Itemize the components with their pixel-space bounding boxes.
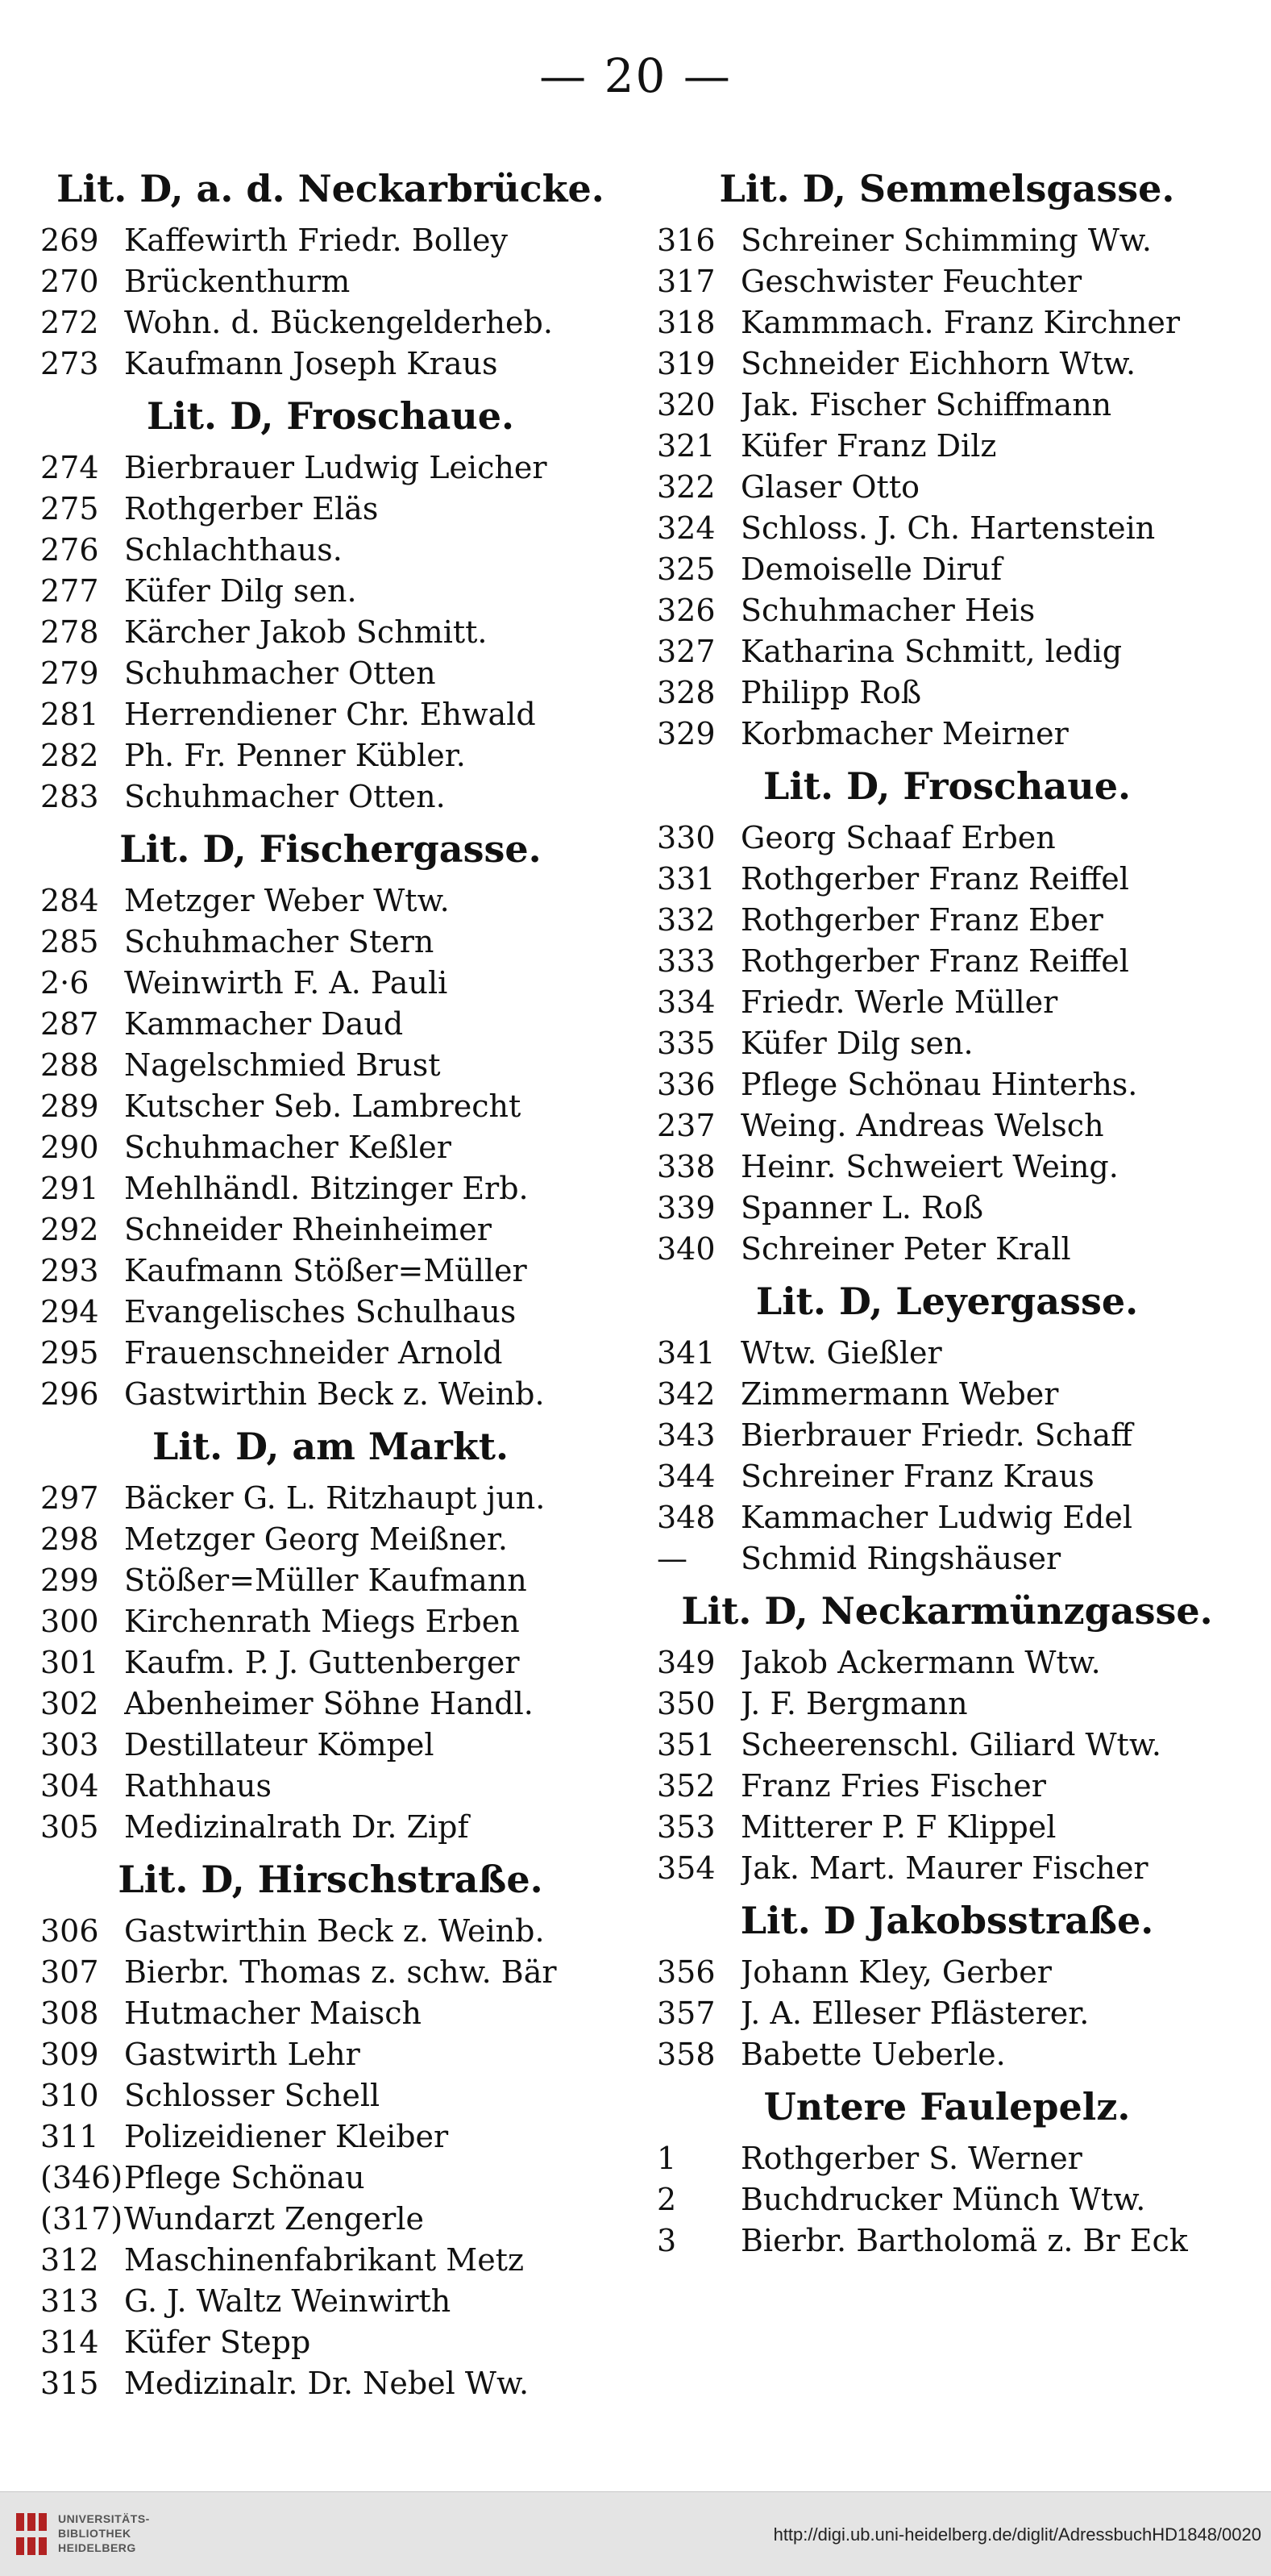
address-entry [40,1911,621,1952]
house-number: 2·6 [40,965,89,1001]
address-entry [40,963,621,1004]
section-heading: Lit. D, am Markt. [152,1425,509,1468]
address-entry [40,2158,621,2199]
house-number: 270 [40,264,99,299]
right-column [657,157,1237,2262]
house-number: 317 [657,264,716,299]
house-number: 283 [40,779,99,814]
resident-name: Pflege Schönau [124,2160,365,2195]
house-number: 279 [40,655,99,691]
address-entry [40,2281,621,2322]
address-entry [657,714,1237,755]
address-entry [657,1725,1237,1766]
address-entry [40,1333,621,1374]
address-entry [40,261,621,302]
resident-name: Maschinenfabrikant Metz [124,2242,524,2278]
house-number: 237 [657,1108,716,1143]
address-entry [657,220,1237,261]
address-entry [657,2138,1237,2179]
house-number: 314 [40,2324,99,2360]
address-entry [40,1952,621,1993]
house-number: 297 [40,1480,99,1516]
house-number: 300 [40,1604,99,1639]
address-entry [40,530,621,571]
resident-name: Rothgerber Eläs [124,491,379,526]
house-number: 298 [40,1521,99,1557]
resident-name: Destillateur Kömpel [124,1727,434,1762]
house-number: 301 [40,1645,99,1680]
resident-name: Kaufmann Stößer=Müller [124,1253,527,1288]
address-entry [40,1560,621,1601]
house-number: 3 [657,2223,677,2258]
house-number: 344 [657,1459,716,1494]
address-entry [657,1147,1237,1188]
address-entry [657,631,1237,672]
resident-name: Kaufmann Joseph Kraus [124,346,498,381]
footer-bar [0,2491,1271,2576]
house-number: 327 [657,634,716,669]
resident-name: Wundarzt Zengerle [124,2201,424,2237]
resident-name: Metzger Weber Wtw. [124,883,450,918]
house-number: 330 [657,820,716,855]
resident-name: Wohn. d. Bückengelderheb. [124,305,553,340]
house-number: 275 [40,491,99,526]
library-name [58,2511,150,2555]
address-entry [657,1538,1237,1579]
resident-name: Schuhmacher Stern [124,924,434,959]
address-entry [40,1251,621,1292]
section-heading: Lit. D, Hirschstraße. [118,1858,543,1901]
house-number: 305 [40,1809,99,1845]
resident-name: Herrendiener Chr. Ehwald [124,697,536,732]
resident-name: Schreiner Schimming Ww. [741,223,1152,258]
address-entry [40,489,621,530]
house-number: 321 [657,428,716,464]
house-number: 281 [40,697,99,732]
address-entry [657,1497,1237,1538]
address-entry [657,1188,1237,1229]
house-number: 331 [657,861,716,897]
house-number: 293 [40,1253,99,1288]
house-number: 318 [657,305,716,340]
house-number: 290 [40,1130,99,1165]
section-heading: Lit. D, a. d. Neckarbrücke. [56,167,604,210]
house-number: 304 [40,1768,99,1804]
resident-name: Schuhmacher Otten [124,655,436,691]
resident-name: Frauenschneider Arnold [124,1335,503,1371]
address-entry [657,1642,1237,1683]
resident-name: Kaffewirth Friedr. Bolley [124,223,508,258]
library-name-line: BIBLIOTHEK [58,2527,131,2540]
house-number: 320 [657,387,716,422]
section-heading: Lit. D Jakobsstraße. [740,1899,1154,1942]
house-number: 2 [657,2182,677,2217]
resident-name: Demoiselle Diruf [741,551,1003,587]
resident-name: Bierbrauer Friedr. Schaff [741,1417,1133,1453]
resident-name: Medizinalr. Dr. Nebel Ww. [124,2366,530,2401]
address-entry [40,653,621,694]
resident-name: Kirchenrath Miegs Erben [124,1604,520,1639]
house-number: 341 [657,1335,716,1371]
house-number: 277 [40,573,99,609]
address-entry [657,508,1237,549]
house-number: 348 [657,1500,716,1535]
house-number: 292 [40,1212,99,1247]
resident-name: Schuhmacher Otten. [124,779,446,814]
house-number: 282 [40,738,99,773]
house-number: 296 [40,1376,99,1412]
house-number: 342 [657,1376,716,1412]
house-number: 288 [40,1047,99,1083]
address-entry [40,1127,621,1168]
section-heading: Lit. D, Froschaue. [146,394,515,438]
address-entry [657,1683,1237,1725]
address-entry [40,2363,621,2404]
resident-name: Kammmach. Franz Kirchner [741,305,1181,340]
house-number: 308 [40,1995,99,2031]
resident-name: Friedr. Werle Müller [741,984,1058,1020]
section-heading: Lit. D, Froschaue. [762,764,1132,808]
house-number: 353 [657,1809,716,1845]
resident-name: Bierbr. Bartholomä z. Br Eck [741,2223,1188,2258]
address-entry [40,2116,621,2158]
address-entry [40,1766,621,1807]
resident-name: Kammacher Ludwig Edel [741,1500,1133,1535]
resident-name: J. F. Bergmann [741,1686,968,1721]
resident-name: Jakob Ackermann Wtw. [741,1645,1101,1680]
house-number: 340 [657,1231,716,1267]
address-entry [657,1064,1237,1105]
house-number: 339 [657,1190,716,1226]
section-heading: Lit. D, Leyergasse. [755,1280,1139,1323]
resident-name: Abenheimer Söhne Handl. [124,1686,534,1721]
resident-name: Zimmermann Weber [741,1376,1059,1412]
resident-name: Gastwirthin Beck z. Weinb. [124,1376,545,1412]
address-entry [40,1004,621,1045]
address-entry [657,261,1237,302]
resident-name: Georg Schaaf Erben [741,820,1056,855]
house-number: 329 [657,716,716,751]
house-number: 312 [40,2242,99,2278]
resident-name: Bierbr. Thomas z. schw. Bär [124,1954,557,1990]
address-entry [657,1105,1237,1147]
address-entry [657,1456,1237,1497]
resident-name: Bäcker G. L. Ritzhaupt jun. [124,1480,546,1516]
house-number: 306 [40,1913,99,1949]
address-entry [40,1725,621,1766]
address-entry [40,220,621,261]
resident-name: Jak. Fischer Schiffmann [741,387,1112,422]
house-number: 324 [657,510,716,546]
house-number: 358 [657,2037,716,2072]
resident-name: Mitterer P. F Klippel [741,1809,1057,1845]
house-number: 325 [657,551,716,587]
house-number: 299 [40,1563,99,1598]
resident-name: Schreiner Franz Kraus [741,1459,1094,1494]
resident-name: Kammacher Daud [124,1006,404,1042]
resident-name: Katharina Schmitt, ledig [741,634,1123,669]
resident-name: Geschwister Feuchter [741,264,1082,299]
house-number: 295 [40,1335,99,1371]
house-number: 276 [40,532,99,568]
resident-name: Rothgerber Franz Reiffel [741,861,1129,897]
address-entry [40,1168,621,1209]
resident-name: Schuhmacher Keßler [124,1130,451,1165]
address-entry [40,2199,621,2240]
resident-name: Wtw. Gießler [741,1335,942,1371]
house-number: 356 [657,1954,716,1990]
resident-name: Scheerenschl. Giliard Wtw. [741,1727,1161,1762]
address-entry [40,612,621,653]
house-number: 343 [657,1417,716,1453]
address-entry [657,549,1237,590]
resident-name: Rathhaus [124,1768,272,1804]
resident-name: Franz Fries Fischer [741,1768,1046,1804]
page-number: — 20 — [539,48,732,103]
address-entry [657,385,1237,426]
resident-name: Kutscher Seb. Lambrecht [124,1088,521,1124]
house-number: 357 [657,1995,716,2031]
address-entry [657,859,1237,900]
address-entry [657,900,1237,941]
resident-name: Philipp Roß [741,675,922,710]
house-number: 322 [657,469,716,505]
address-entry [40,1086,621,1127]
house-number: 350 [657,1686,716,1721]
address-entry [657,672,1237,714]
address-entry [657,982,1237,1023]
house-number: 354 [657,1850,716,1886]
address-entry [40,1209,621,1251]
address-entry [40,1478,621,1519]
address-entry [40,1374,621,1415]
address-entry [657,2179,1237,2220]
address-entry [657,1807,1237,1848]
resident-name: Evangelisches Schulhaus [124,1294,517,1330]
house-number: 338 [657,1149,716,1184]
house-number: 311 [40,2119,99,2154]
address-entry [657,302,1237,343]
resident-name: Johann Kley, Gerber [741,1954,1052,1990]
resident-name: Küfer Stepp [124,2324,311,2360]
house-number: 289 [40,1088,99,1124]
resident-name: Korbmacher Meirner [741,716,1069,751]
house-number: 319 [657,346,716,381]
resident-name: Kärcher Jakob Schmitt. [124,614,488,650]
resident-name: Küfer Dilg sen. [124,573,357,609]
resident-name: Schmid Ringshäuser [741,1541,1061,1576]
resident-name: Nagelschmied Brust [124,1047,441,1083]
address-entry [657,1952,1237,1993]
resident-name: Gastwirthin Beck z. Weinb. [124,1913,545,1949]
house-number: 294 [40,1294,99,1330]
house-number: 273 [40,346,99,381]
house-number: 349 [657,1645,716,1680]
resident-name: Jak. Mart. Maurer Fischer [741,1850,1148,1886]
resident-name: Schloss. J. Ch. Hartenstein [741,510,1156,546]
address-entry [40,1993,621,2034]
section-heading: Lit. D, Fischergasse. [119,827,542,871]
resident-name: Hutmacher Maisch [124,1995,422,2031]
house-number: 284 [40,883,99,918]
library-name-line: UNIVERSITÄTS- [58,2512,150,2525]
address-entry [40,1601,621,1642]
address-entry [40,447,621,489]
address-entry [657,941,1237,982]
address-entry [657,1023,1237,1064]
address-entry [657,426,1237,467]
address-entry [40,1292,621,1333]
house-number: 316 [657,223,716,258]
house-number: 303 [40,1727,99,1762]
resident-name: Stößer=Müller Kaufmann [124,1563,527,1598]
house-number: 335 [657,1026,716,1061]
address-entry [40,302,621,343]
resident-name: Ph. Fr. Penner Kübler. [124,738,466,773]
address-entry [40,2322,621,2363]
house-number: 302 [40,1686,99,1721]
resident-name: Polizeidiener Kleiber [124,2119,449,2154]
address-entry [657,590,1237,631]
section-heading: Lit. D, Neckarmünzgasse. [681,1589,1213,1633]
house-number: 332 [657,902,716,938]
address-entry [657,1374,1237,1415]
house-number: 333 [657,943,716,979]
address-entry [40,735,621,776]
resident-name: Babette Ueberle. [741,2037,1006,2072]
address-entry [40,1683,621,1725]
resident-name: Brückenthurm [124,264,351,299]
address-entry [40,1045,621,1086]
resident-name: Schlosser Schell [124,2078,380,2113]
address-entry [40,343,621,385]
address-entry [657,2220,1237,2262]
address-entry [40,571,621,612]
house-number: 315 [40,2366,99,2401]
house-number: 278 [40,614,99,650]
house-number: 1 [657,2141,677,2176]
address-entry [657,1415,1237,1456]
left-column [40,157,621,2404]
resident-name: Weinwirth F. A. Pauli [124,965,448,1001]
resident-name: Küfer Dilg sen. [741,1026,974,1061]
address-entry [657,1848,1237,1889]
house-number: 352 [657,1768,716,1804]
address-entry [40,2240,621,2281]
resident-name: Rothgerber Franz Reiffel [741,943,1129,979]
house-number: 313 [40,2283,99,2319]
house-number: 269 [40,223,99,258]
resident-name: Schreiner Peter Krall [741,1231,1071,1267]
address-entry [657,343,1237,385]
resident-name: Gastwirth Lehr [124,2037,360,2072]
address-entry [40,1642,621,1683]
house-number: — [657,1541,687,1576]
resident-name: Bierbrauer Ludwig Leicher [124,450,547,485]
resident-name: Medizinalrath Dr. Zipf [124,1809,469,1845]
resident-name: Heinr. Schweiert Weing. [741,1149,1119,1184]
section-heading: Untere Faulepelz. [763,2085,1131,2129]
house-number: 351 [657,1727,716,1762]
resident-name: Schlachthaus. [124,532,343,568]
address-entry [40,880,621,922]
address-entry [40,2075,621,2116]
house-number: 326 [657,593,716,628]
resident-name: Rothgerber S. Werner [741,2141,1082,2176]
address-entry [657,1333,1237,1374]
address-entry [40,2034,621,2075]
address-entry [657,1993,1237,2034]
resident-name: Schneider Rheinheimer [124,1212,492,1247]
address-entry [40,694,621,735]
resident-name: Pflege Schönau Hinterhs. [741,1067,1138,1102]
house-number: 334 [657,984,716,1020]
address-entry [657,1229,1237,1270]
library-name-line: HEIDELBERG [58,2541,136,2554]
resident-name: J. A. Elleser Pflästerer. [741,1995,1090,2031]
house-number: 336 [657,1067,716,1102]
house-number: 309 [40,2037,99,2072]
house-number: (346) [40,2160,123,2195]
house-number: (317) [40,2201,123,2237]
resident-name: Weing. Andreas Welsch [741,1108,1104,1143]
address-entry [40,922,621,963]
resident-name: Kaufm. P. J. Guttenberger [124,1645,520,1680]
house-number: 328 [657,675,716,710]
resident-name: Rothgerber Franz Eber [741,902,1103,938]
resident-name: Küfer Franz Dilz [741,428,997,464]
resident-name: Schuhmacher Heis [741,593,1036,628]
address-entry [657,818,1237,859]
resident-name: Buchdrucker Münch Wtw. [741,2182,1146,2217]
resident-name: G. J. Waltz Weinwirth [124,2283,451,2319]
source-url-link[interactable]: http://digi.ub.uni-heidelberg.de/diglit/AdressbuchHD1848/0020 [773,2524,1261,2545]
resident-name: Schneider Eichhorn Wtw. [741,346,1136,381]
library-logo-icon [15,2510,50,2558]
house-number: 287 [40,1006,99,1042]
resident-name: Glaser Otto [741,469,920,505]
house-number: 291 [40,1171,99,1206]
address-entry [40,776,621,818]
address-entry [40,1519,621,1560]
resident-name: Spanner L. Roß [741,1190,983,1226]
house-number: 307 [40,1954,99,1990]
house-number: 310 [40,2078,99,2113]
address-entry [657,1766,1237,1807]
house-number: 274 [40,450,99,485]
resident-name: Mehlhändl. Bitzinger Erb. [124,1171,529,1206]
address-entry [40,1807,621,1848]
address-entry [657,2034,1237,2075]
section-heading: Lit. D, Semmelsgasse. [719,167,1175,210]
resident-name: Metzger Georg Meißner. [124,1521,509,1557]
address-entry [657,467,1237,508]
house-number: 272 [40,305,99,340]
house-number: 285 [40,924,99,959]
